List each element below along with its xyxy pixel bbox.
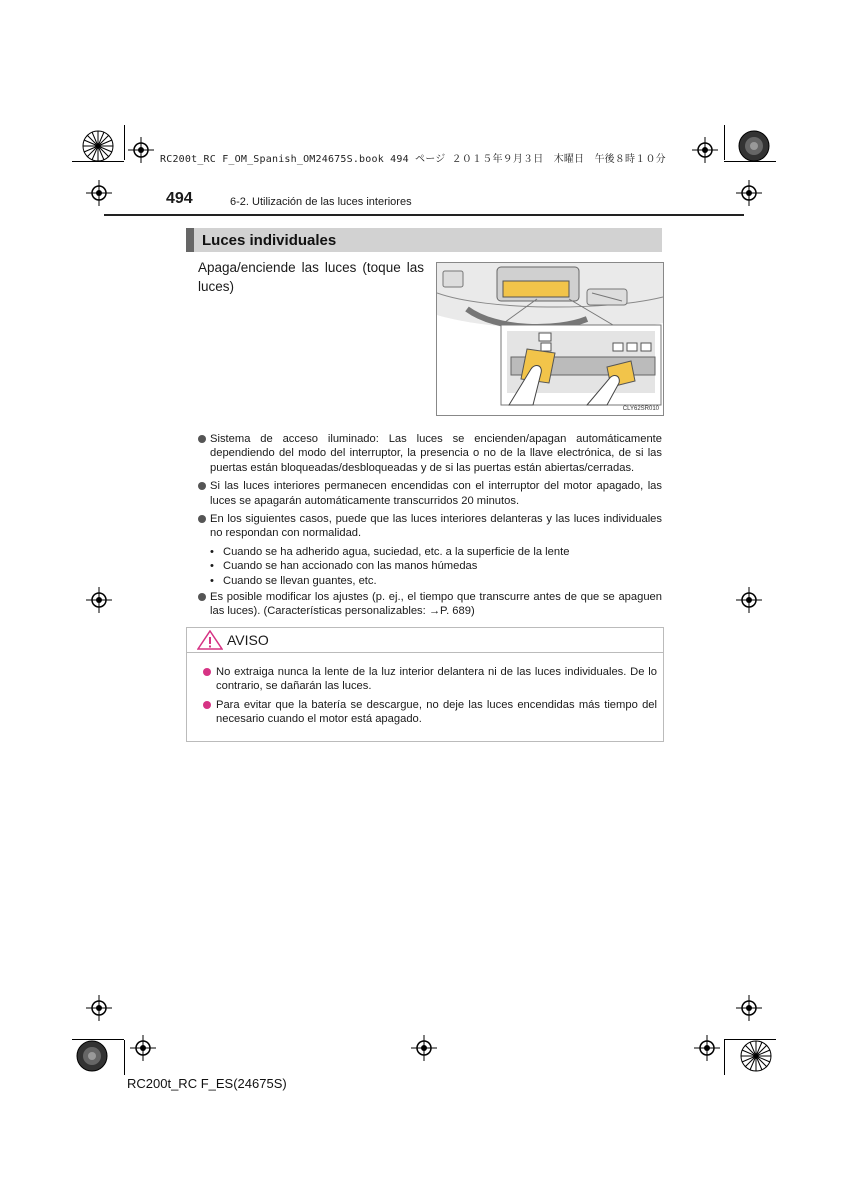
warning-text: Para evitar que la batería se descargue, no deje las luces encendidas más tiempo del necesario cuando el motor está apagado. [216,698,657,726]
intro-text: Apaga/enciende las luces (toque las luces) [198,260,424,294]
sub-item-text: Cuando se llevan guantes, etc. [223,574,377,587]
overhead-console-illustration [437,263,663,415]
registration-mark-icon [411,1035,437,1061]
trim-line [724,161,776,162]
note-item [198,590,662,619]
registration-mark-icon [128,137,154,163]
registration-mark-icon [692,137,718,163]
sub-item: • Cuando se llevan guantes, etc. [210,574,377,587]
warning-title: AVISO [227,632,269,648]
trim-line [724,125,725,160]
trim-line [72,161,124,162]
trim-line [72,1039,124,1040]
bullet-icon [203,701,211,709]
bullet-icon [203,668,211,676]
registration-mark-icon [86,180,112,206]
note-item [198,512,662,541]
sub-list [198,545,662,588]
print-info-line: RC200t_RC F_OM_Spanish_OM24675S.book 494 ページ ２０１５年９月３日 木曜日 午後８時１０分 [160,154,666,165]
warning-header [187,628,663,653]
sub-item: • Cuando se ha adherido agua, suciedad, etc. a la superficie de la lente [210,545,570,558]
illustration [436,262,664,416]
warning-item [203,665,657,694]
registration-mark-icon [86,995,112,1021]
header-rule [104,214,744,216]
color-rosette-top-right [738,130,770,162]
section-heading: Luces individuales [202,231,337,249]
section-title: 6-2. Utilización de las luces interiores [230,196,412,208]
notes-list [198,432,662,623]
footer-code: RC200t_RC F_ES(24675S) [127,1076,287,1091]
color-rosette-bottom-left [76,1040,108,1072]
trim-line [724,1040,725,1075]
figure-code: CLY62SR010 [622,406,659,412]
warning-text: No extraiga nunca la lente de la luz interior delantera ni de las luces individuales. De lo contrario, se dañarán las luces. [216,666,657,693]
note-text: En los siguientes casos, puede que las luces interiores delanteras y las luces individuales no respondan con normalidad. [210,513,662,540]
registration-mark-icon [130,1035,156,1061]
color-rosette-bottom-right [740,1040,772,1072]
bullet-icon [198,593,206,601]
note-text: Sistema de acceso iluminado: Las luces se encienden/apagan automáticamente dependiendo del modo del interruptor, la presencia o no de la llave electrónica, de si las puertas están bloqueadas/desbloqueadas y de si las puertas están abiertas/cerradas. [210,433,662,474]
sub-item-text: Cuando se ha adherido agua, suciedad, etc. a la superficie de la lente [223,545,570,558]
bullet-icon [198,482,206,490]
sub-item: • Cuando se han accionado con las manos húmedas [210,560,478,573]
warning-triangle-icon [197,630,223,650]
bullet-icon [198,515,206,523]
heading-tab [186,228,194,252]
trim-line [124,125,125,160]
bullet-icon [198,435,206,443]
registration-mark-icon [86,587,112,613]
warning-box [186,627,664,742]
note-item [198,479,662,508]
note-text: Es posible modificar los ajustes (p. ej., el tiempo que transcurre antes de que se apaguen las luces). (Características personalizables: →P. 689) [210,591,662,618]
warning-body [187,653,663,727]
section-heading-bar [186,228,662,252]
warning-item [203,698,657,727]
registration-mark-icon [736,180,762,206]
note-text: Si las luces interiores permanecen encendidas con el interruptor del motor apagado, las luces se apagarán automáticamente transcurridos 20 minutos. [210,480,662,507]
trim-line [724,1039,776,1040]
sub-item-text: Cuando se han accionado con las manos húmedas [223,560,478,573]
note-item [198,432,662,475]
page-number: 494 [166,190,193,207]
trim-line [124,1040,125,1075]
color-rosette-top-left [82,130,114,162]
registration-mark-icon [736,995,762,1021]
registration-mark-icon [736,587,762,613]
registration-mark-icon [694,1035,720,1061]
